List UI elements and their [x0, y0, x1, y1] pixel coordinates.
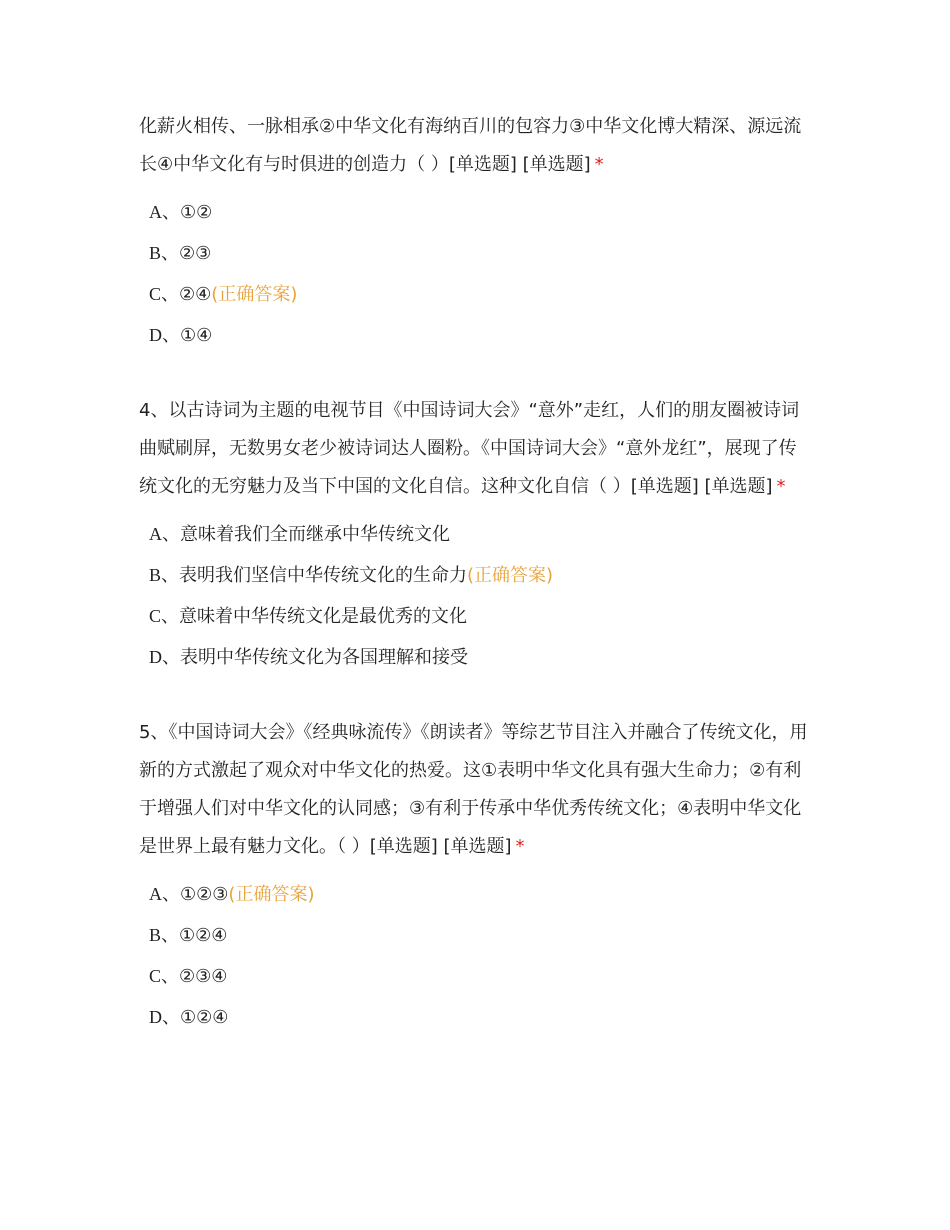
question-block [139, 108, 814, 356]
question-block [139, 392, 814, 678]
option-b[interactable]: B、②③ [149, 243, 212, 264]
option-a[interactable]: A、①②③(正确答案) [149, 884, 315, 905]
option-a[interactable]: A、①② [149, 202, 213, 223]
option-a[interactable]: A、意味着我们全而继承中华传统文化 [149, 524, 450, 545]
option-c[interactable]: C、意味着中华传统文化是最优秀的文化 [149, 606, 468, 627]
question-text: 4、以古诗词为主题的电视节目《中国诗词大会》“意外”走红，人们的朋友圈被诗词曲赋刷屏，无数男女老少被诗词达人圈粉。《中国诗词大会》“意外龙红”，展现了传统文化的无穷魅力及当下中国的文化自信。这种文化自信（ ）[单选题] [单选题] * [139, 400, 800, 497]
question-text: 5、《中国诗词大会》《经典咏流传》《朗读者》等综艺节目注入并融合了传统文化，用新的方式激起了观众对中华文化的热爱。这①表明中华文化具有强大生命力；②有利于增强人们对中华文化的认同感；③有利于传承中华优秀传统文化；④表明中华文化是世界上最有魅力文化。（ ）[单选题] [单选题] * [139, 722, 808, 857]
option-list [139, 514, 814, 678]
option-b[interactable]: B、表明我们坚信中华传统文化的生命力(正确答案) [149, 565, 554, 586]
option-c[interactable]: C、②④(正确答案) [149, 284, 298, 305]
correct-answer-mark: (正确答案) [211, 284, 298, 305]
required-mark: * [776, 476, 786, 497]
question-text: 化薪火相传、一脉相承②中华文化有海纳百川的包容力③中华文化博大精深、源远流长④中华文化有与时俱进的创造力（ ）[单选题] [单选题] * [139, 116, 802, 175]
required-mark: * [515, 836, 525, 857]
option-d[interactable]: D、①④ [149, 325, 213, 346]
document-page [139, 108, 814, 1038]
option-list [139, 874, 814, 1038]
option-d[interactable]: D、表明中华传统文化为各国理解和接受 [149, 647, 468, 668]
option-d[interactable]: D、①②④ [149, 1007, 229, 1028]
option-b[interactable]: B、①②④ [149, 925, 228, 946]
correct-answer-mark: (正确答案) [228, 884, 315, 905]
required-mark: * [594, 154, 604, 175]
option-list [139, 192, 814, 356]
question-block [139, 714, 814, 1038]
option-c[interactable]: C、②③④ [149, 966, 228, 987]
correct-answer-mark: (正确答案) [467, 565, 554, 586]
